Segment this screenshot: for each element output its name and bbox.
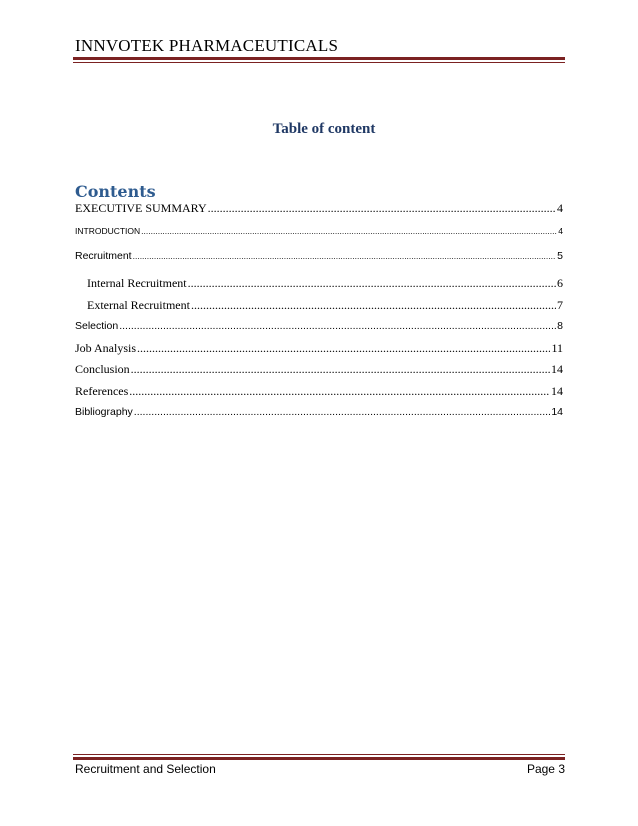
toc-title: Table of content: [272, 121, 376, 137]
footer-rule-thin: [73, 754, 565, 755]
toc-entry-conclusion[interactable]: Conclusion ..... 14: [75, 362, 563, 377]
footer-rule-thick: [73, 757, 565, 760]
toc-entry-executive-summary[interactable]: EXECUTIVE SUMMARY ..... 4: [75, 201, 563, 216]
header-rule-thin: [73, 62, 565, 63]
toc-entry-recruitment[interactable]: Recruitment ..... 5: [75, 250, 563, 262]
contents-heading: Contents: [75, 182, 156, 201]
toc-entry-introduction[interactable]: INTRODUCTION ..... 4: [75, 226, 563, 236]
header-rule-thick: [73, 57, 565, 60]
toc-entry-bibliography[interactable]: Bibliography ..... 14: [75, 406, 563, 418]
footer-document-title: Recruitment and Selection: [75, 762, 216, 776]
toc-entry-external-recruitment[interactable]: External Recruitment ..... 7: [87, 298, 563, 313]
toc-entry-job-analysis[interactable]: Job Analysis ..... 11: [75, 341, 563, 356]
footer-page-number: Page 3: [526, 762, 565, 776]
toc-entry-selection[interactable]: Selection ..... 8: [75, 320, 563, 332]
toc-entry-references[interactable]: References ..... 14: [75, 384, 563, 399]
header-title: INNVOTEK PHARMACEUTICALS: [75, 36, 339, 55]
toc-entry-internal-recruitment[interactable]: Internal Recruitment ..... 6: [87, 276, 563, 291]
